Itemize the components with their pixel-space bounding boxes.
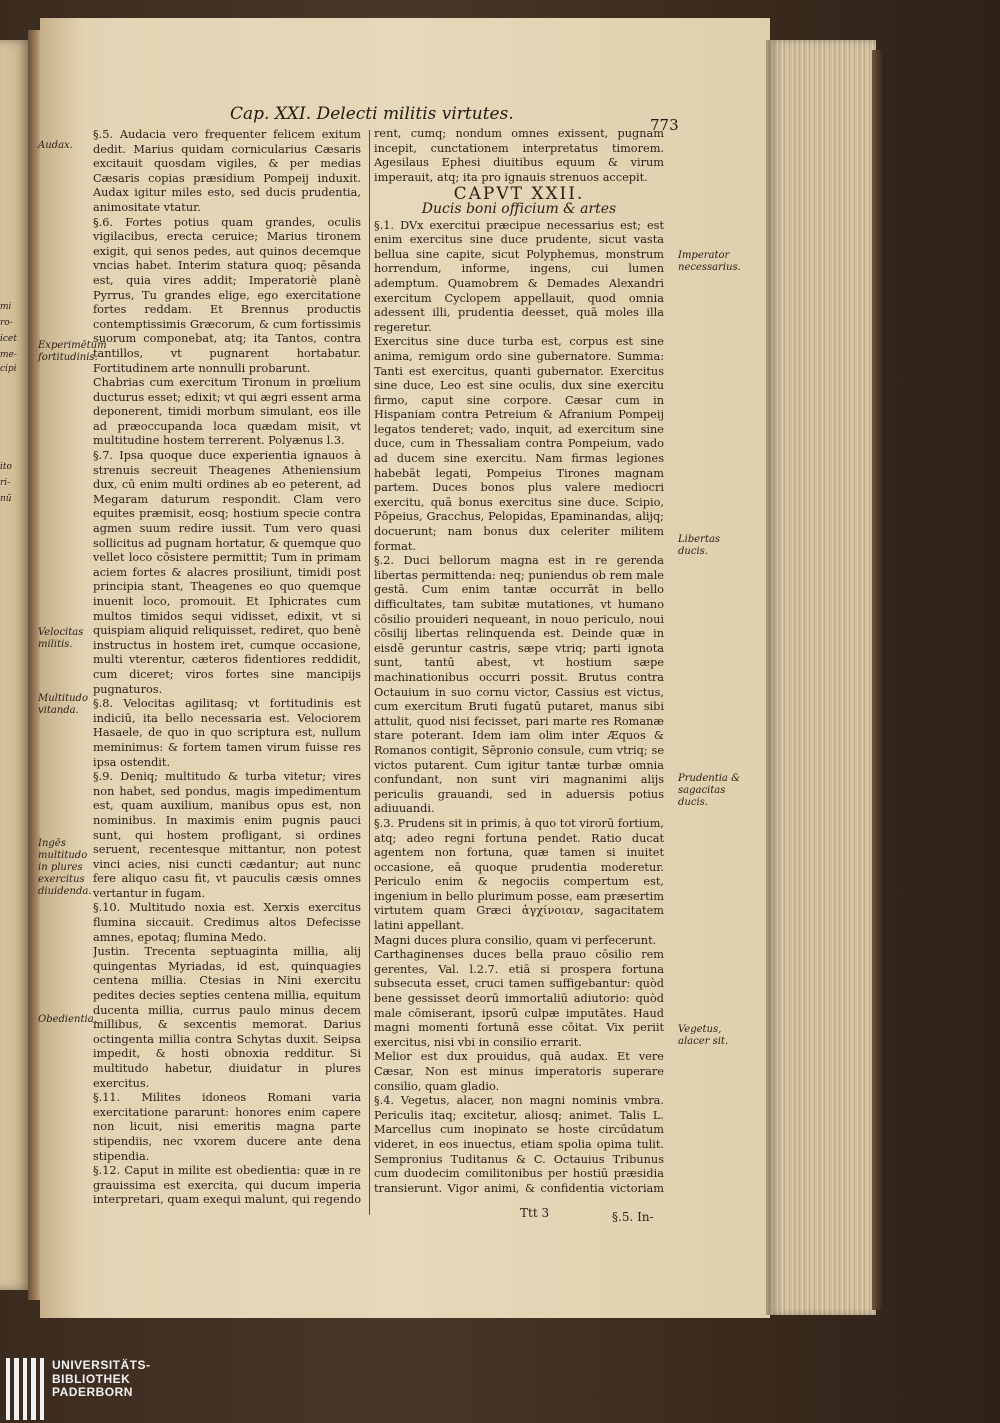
- margin-note: Experimētum fortitudinis.: [38, 340, 107, 363]
- paragraph: Magni duces plura consilio, quam vi perfecerunt.: [374, 933, 657, 947]
- running-title: Cap. XXI. Delecti militis virtutes.: [230, 104, 514, 124]
- library-logo-icon: [6, 1358, 44, 1420]
- signature-mark: Ttt 3: [520, 1206, 550, 1220]
- page-block-edges: [766, 40, 876, 1315]
- chapter-title: CAPVT XXII.: [453, 184, 585, 205]
- paragraph: §.11. Milites idoneos Romani varia exercitatione pararunt: honores enim capere non licuit, nisi emeritis magna parte stipendiis, nec vxorem ducere ante dena stipendia.: [93, 1091, 361, 1163]
- paragraph: §.1. DVx exercitui præcipue necessarius est; est enim exercitus sine duce prudente, sicut vasta bellua sine capite, sicut Polyphemus, monstrum horrendum, informe, ingens, cui lumen ademptum. Quamobrem & Demades Alexandri exercitum Cyclopem appellauit, quod omnia adessent illi, prudentia deesset, quā moles illa regeretur.: [374, 218, 664, 334]
- paragraph: Carthaginenses duces bella prauo cōsilio rem gerentes, Val. l.2.7. etiā si prospera fortuna subsecuta esset, cruci tamen suffigebantur: quòd bene gessisset deorū immortaliū adiutorio: quòd male cōmiserant, ipsorū culpæ imputātes. Haud magni momenti fortunā esse cōitat. Vix periit exercitus, nisi vbi in consilio errarit.: [374, 948, 664, 1049]
- facing-page-fragment: nū: [0, 494, 12, 504]
- catchword: §.5. In-: [612, 1210, 654, 1224]
- right-column: [374, 127, 664, 1197]
- paragraph: §.9. Deniq; multitudo & turba vitetur; vires non habet, sed pondus, magis impedimentum est, quam auxilium, manibus opus est, non nominibus. In maximis enim pugnis pauci sunt, qui hostem profligant, si ordines seruent, recentesque mittantur, non potest vinci acies, nisi cuncti cædantur; aut nunc fere aliquo casu fit, vt pauculis cæsis omnes vertantur in fugam.: [93, 770, 361, 900]
- paragraph: §.6. Fortes potius quam grandes, oculis vigilacibus, erecta ceruice; Marius tironem exigit, qui senos pedes, aut quinos decemque vncias habet. Interim statura quoq; pēsanda est, quia vires addit; Imperatoriè planè Pyrrus, Tu grandes elige, ego exercitatione fortes reddam. Et Brennus productis contemptissimis Græcorum, & cum fortissimis suorum componebat, atq; ita Tantos, contra tantillos, vt pugnarent hortabatur. Fortitudinem arte nonnulli probarunt.: [93, 215, 361, 375]
- facing-page-fragment: icet: [0, 334, 17, 344]
- paragraph: §.4. Vegetus, alacer, non magni nominis vmbra. Periculis itaq; excitetur, aliosq; animet. Talis L. Marcellus cum inopinato se hoste circūdatum videret, in eos inuectus, etiam spolia opima tulit. Sempronius Tuditanus & C. Octauius Tribunus cum duodecim comilitonibus per hostiū præsidia transierunt. Vigor animi, & confidentia victoriam: [374, 1094, 664, 1195]
- margin-note: Audax.: [38, 140, 73, 151]
- paragraph: §.10. Multitudo noxia est. Xerxis exercitus flumina siccauit. Credimus altos Defecisse amnes, epotaq; flumina Medo.: [93, 901, 361, 944]
- chapter-subtitle: Ducis boni officium & artes: [421, 200, 617, 217]
- paragraph: Chabrias cum exercitum Tironum in prœlium ducturus esset; edixit; vt qui ægri essent arma deponerent, timidi morbum simulant, eos ille ad præoccupanda loca quædam misit, vt multitudine hostem terrerent. Polyænus l.3.: [93, 376, 361, 448]
- facing-page-fragment: mi: [0, 302, 12, 312]
- page-number: 773: [650, 116, 679, 134]
- paragraph: §.8. Velocitas agilitasq; vt fortitudinis est indiciū, ita bello necessaria est. Velociorem Hasaele, de quo in quo scriptura est, nullum meminimus: & fortem tamen virum fuisse res ipsa ostendit.: [93, 697, 361, 769]
- paragraph: §.5. Audacia vero frequenter felicem exitum dedit. Marius quidam cornicularius Cæsaris excitauit quosdam vigiles, & per medias Cæsaris copias præsidium Pompeij induxit. Audax igitur miles esto, sed ducis prudentia, animositate vtatur.: [93, 128, 361, 214]
- logo-line: BIBLIOTHEK: [52, 1371, 131, 1386]
- facing-page-fragment: ro-: [0, 318, 13, 328]
- paragraph: rent, cumq; nondum omnes exissent, pugnam incepit, cunctationem interpretatus timorem. Agesilaus Ephesi diuitibus equum & virum imperauit, atq; ita pro ignauis strenuos accepit.: [374, 127, 664, 184]
- paragraph: Justin. Trecenta septuaginta millia, alij quingentas Myriadas, id est, quinquagies centena millia. Ctesias in Nini exercitu pedites decies septies centena millia, equitum ducenta millia, currus paulo minus decem millibus, & sexcentis memorat. Darius octingenta millia contra Schytas duxit. Seipsa impedit, & hosti obnoxia redditur. Si multitudo habetur, diuidatur in plures exercitus.: [93, 945, 361, 1090]
- facing-page-fragment: me-: [0, 350, 17, 360]
- margin-note: Imperator necessarius.: [678, 250, 741, 273]
- library-logo: [0, 1356, 150, 1423]
- margin-note: Multitudo vitanda.: [38, 693, 88, 716]
- paragraph: Melior est dux prouidus, quā audax. Et vere Cæsar, Non est minus imperatoris superare consilio, quam gladio.: [374, 1050, 664, 1093]
- left-column: [93, 128, 361, 1208]
- paragraph: §.12. Caput in milite est obedientia: quæ in re grauissima est exercita, qui ducum imperia interpretari, quam exequi malunt, qui regendo: [93, 1164, 361, 1207]
- library-logo-text: [52, 1359, 151, 1400]
- paragraph: §.3. Prudens sit in primis, à quo tot virorū fortium, atq; adeo regni fortuna pendet. Ratio ducat agentem non fortuna, quæ tamen si inuitet occasione, eā quoque prudentia moderetur. Periculo enim & negociis compertum est, ingenium in bello plurimum posse, eam præsertim virtutem quam Græci ἀγχίνοιαν, sagacitatem latini appellant.: [374, 816, 664, 933]
- paragraph: §.7. Ipsa quoque duce experientia ignauos à strenuis secreuit Theagenes Atheniensium dux, cū enim multi ordines ab eo peterent, ad Megaram daturum respondit. Clam vero equites præmisit, eosq; hostium specie contra agmen suum redire iussit. Tum vero quasi sollicitus ad pugnam hortatur, & quemque quo vellet loco cōsistere permittit; Tum in primam aciem fortes & alacres prosiliunt, timidi post principia stant, Theagenes eo quo quemque inuenit loco, promouit. Et Iphicrates cum multos timidos sequi vidisset, edixit, vt si quispiam aliquid reliquisset, rediret, quo benè instructus in hostem iret, cumque occasione, multi vterentur, cæteros fidentiores reddidit, cum diceret; viros fortes sine mancipijs pugnaturos.: [93, 449, 361, 696]
- facing-page-fragment: ri-: [0, 478, 11, 488]
- margin-note: Vegetus, alacer sit.: [678, 1024, 729, 1047]
- margin-note: Ingēs multitudo in plures exercitus diuidenda.: [38, 838, 92, 897]
- paragraph: §.2. Duci bellorum magna est in re gerenda libertas permittenda: neq; puniendus ob rem male gestā. Cum enim tantæ occurrāt in bello difficultates, tam subitæ mutationes, vt humano cōsilio prouideri nequeant, in nouo periculo, noui cōsilij libertas relinquenda est. Deinde quæ in eisdē geruntur castris, sæpe vtriq; parti ignota sunt, tantū abest, vt hostium sæpe machinationibus occurri possit. Brutus contra Octauium in suo cornu victor, Cassius est victus, cum exercitum Bruti fugatū putaret, manus sibi attulit, quod nisi fecisset, pari marte res Romanæ stare poterant. Idem iam olim inter Æquos & Romanos contigit, Sēpronio consule, cum vtriq; se victos putarent. Cum igitur tantæ turbæ omnia confundant, non sunt viri magnanimi alijs periculis grauandi, sed in aduersis potius adiuuandi.: [374, 554, 664, 816]
- margin-note: Libertas ducis.: [678, 534, 721, 557]
- logo-line: PADERBORN: [52, 1385, 133, 1399]
- page-edge-shadow: [872, 50, 884, 1310]
- margin-note: Obedientia.: [38, 1014, 97, 1025]
- column-rule: [369, 130, 370, 1215]
- logo-line: UNIVERSITÄTS-: [52, 1358, 151, 1372]
- margin-note: Prudentia & sagacitas ducis.: [678, 773, 740, 808]
- margin-note: Velocitas militis.: [38, 627, 84, 650]
- facing-page-fragment: ito: [0, 462, 12, 472]
- paragraph: Exercitus sine duce turba est, corpus est sine anima, remigum ordo sine gubernatore. Summa: Tanti est exercitus, quanti gubernator. Exercitus sine duce, Leo est sine oculis, dux sine exercitu firmo, caput sine corpore. Cæsar cum in Hispaniam contra Petreium & Afranium Pompeij legatos tenderet; vado, inquit, ad exercitum sine duce, cum in Thessaliam contra Pompeium, vado ad ducem sine exercitu. Nam firmas legiones habebāt legati, Pompeius Tirones magnam partem. Duces bonos plus valere mediocri exercitu, quā bonus exercitus sine duce. Scipio, Pōpeius, Gracchus, Pelopidas, Epaminandas, alijq; docuerunt; nam bonus dux celeriter militem format.: [374, 335, 664, 553]
- facing-page-fragment: cipi: [0, 364, 17, 374]
- facing-page-edge: [0, 40, 30, 1290]
